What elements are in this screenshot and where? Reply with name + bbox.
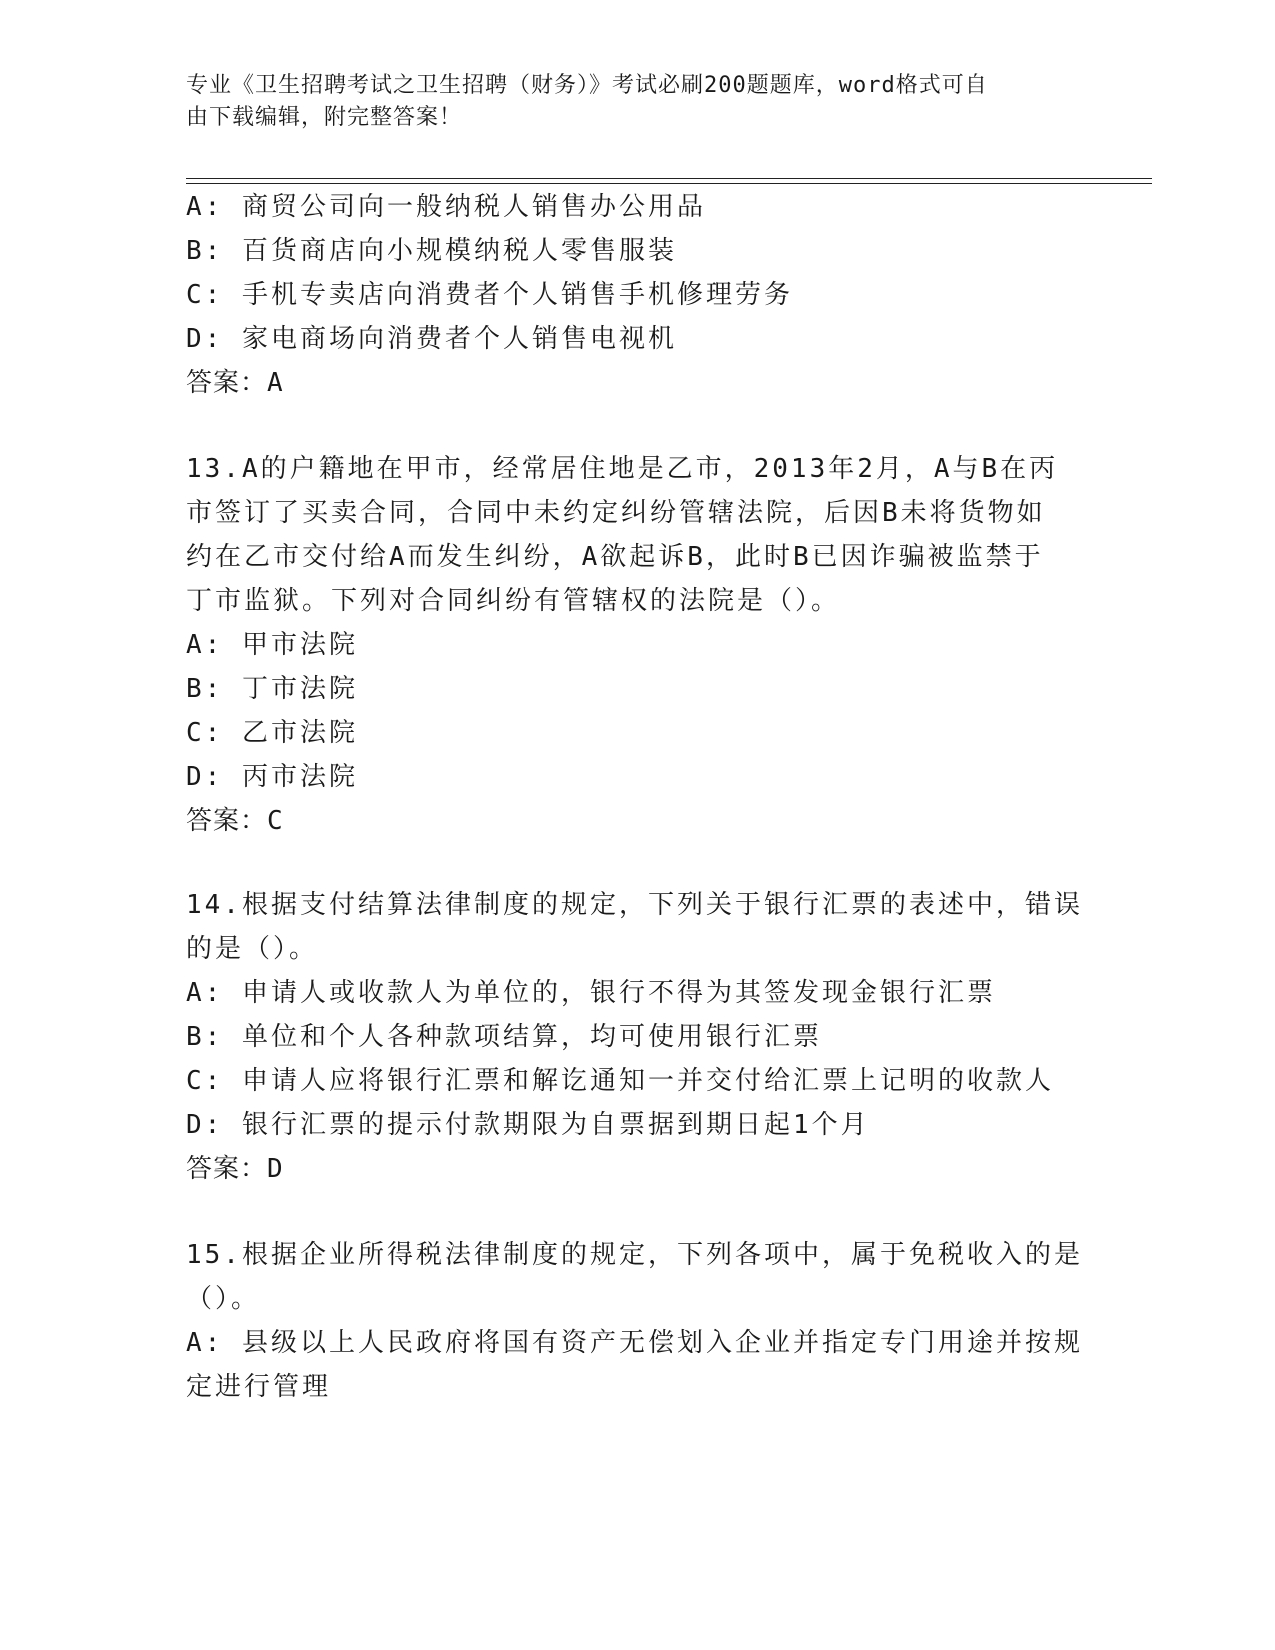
- q12-answer: 答案：A: [186, 368, 284, 398]
- q14-option-a: A: 申请人或收款人为单位的，银行不得为其签发现金银行汇票: [186, 978, 996, 1008]
- q13-option-b: B: 丁市法院: [186, 674, 358, 704]
- q13-stem-line-1: 13.A的户籍地在甲市，经常居住地是乙市，2013年2月，A与B在丙: [186, 454, 1059, 484]
- q13-answer: 答案：C: [186, 806, 284, 836]
- q13-option-d: D: 丙市法院: [186, 762, 358, 792]
- q14-stem-line-1: 14.根据支付结算法律制度的规定，下列关于银行汇票的表述中，错误: [186, 890, 1083, 920]
- q15-option-a-line-1: A: 县级以上人民政府将国有资产无偿划入企业并指定专门用途并按规: [186, 1328, 1083, 1358]
- q15-option-a-line-2: 定进行管理: [186, 1372, 332, 1402]
- header-line-2: 由下载编辑，附完整答案！: [186, 105, 463, 130]
- q14-option-c: C: 申请人应将银行汇票和解讫通知一并交付给汇票上记明的收款人: [186, 1066, 1054, 1096]
- q14-stem-line-2: 的是（）。: [186, 934, 319, 964]
- document-header: [186, 70, 1086, 134]
- q13-option-a: A: 甲市法院: [186, 630, 358, 660]
- q14-answer: 答案：D: [186, 1154, 284, 1184]
- header-rule-top: [186, 178, 1152, 179]
- q13-stem-line-2: 市签订了买卖合同，合同中未约定纠纷管辖法院，后因B未将货物如: [186, 498, 1046, 528]
- q15-stem-line-1: 15.根据企业所得税法律制度的规定，下列各项中，属于免税收入的是: [186, 1240, 1083, 1270]
- q14-option-d: D: 银行汇票的提示付款期限为自票据到期日起1个月: [186, 1110, 870, 1140]
- q12-option-d: D: 家电商场向消费者个人销售电视机: [186, 324, 677, 354]
- q13-option-c: C: 乙市法院: [186, 718, 358, 748]
- q15-stem-line-2: （）。: [186, 1284, 261, 1314]
- header-line-1: 专业《卫生招聘考试之卫生招聘（财务）》考试必刷200题题库，word格式可自: [186, 73, 988, 98]
- q12-option-a: A: 商贸公司向一般纳税人销售办公用品: [186, 192, 706, 222]
- q13-stem-line-3: 约在乙市交付给A而发生纠纷，A欲起诉B，此时B已因诈骗被监禁于: [186, 542, 1044, 572]
- q14-option-b: B: 单位和个人各种款项结算，均可使用银行汇票: [186, 1022, 822, 1052]
- header-rule-bottom: [186, 183, 1152, 184]
- q12-option-b: B: 百货商店向小规模纳税人零售服装: [186, 236, 677, 266]
- q12-option-c: C: 手机专卖店向消费者个人销售手机修理劳务: [186, 280, 793, 310]
- q13-stem-line-4: 丁市监狱。下列对合同纠纷有管辖权的法院是（）。: [186, 586, 841, 616]
